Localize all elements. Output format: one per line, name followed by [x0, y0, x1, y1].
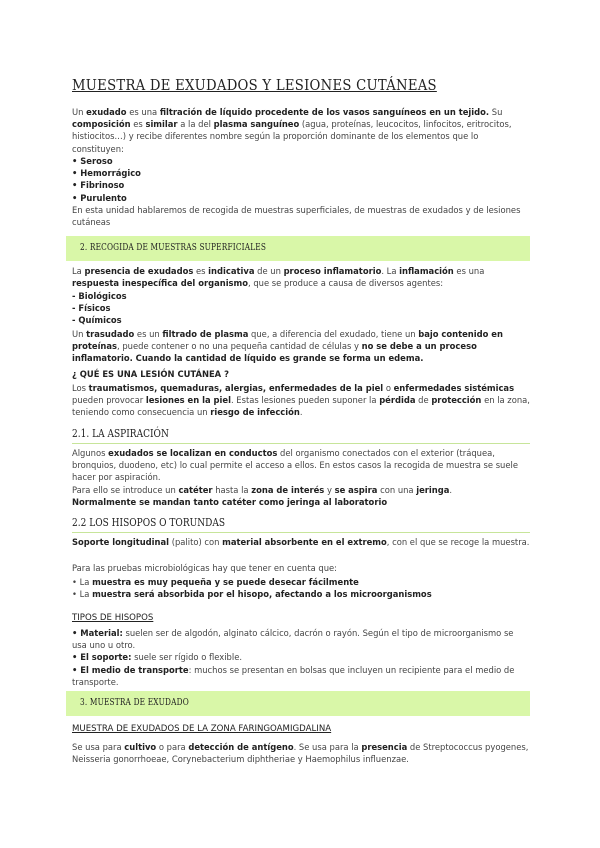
considerations-list — [72, 576, 530, 600]
catheter-paragraph: Para ello se introduce un catéter hasta la zona de interés y se aspira con una jeringa. — [72, 485, 453, 495]
intro-paragraph: Un exudado es una filtración de líquido procedente de los vasos sanguíneos en un tejido. Su composición es similar a la del plasma sanguíneo (agua, proteínas, leucocitos, linfocitos, eritrocitos, histiocitos…) y recibe diferentes nombre según la proporción dominante de los elementos que lo constituyen: — [72, 107, 512, 154]
swab-definition: Soporte longitudinal (palito) con material absorbente en el extremo, con el que se recoge la muestra. — [72, 537, 530, 547]
subsection-heading: 2.2 LOS HISOPOS O TORUNDAS — [72, 516, 226, 529]
list-item: • La muestra será absorbida por el hisopo, afectando a los microorganismos — [72, 589, 432, 600]
list-item: • Fibrinoso — [72, 180, 125, 191]
list-item: • El medio de transporte: muchos se presentan en bolsas que incluyen un recipiente para el medio de transporte. — [72, 664, 515, 687]
list-item: • Hemorrágico — [72, 168, 141, 179]
agents-list — [72, 290, 530, 327]
divider — [72, 443, 530, 444]
list-item: • Material: suelen ser de algodón, alginato cálcico, dacrón o rayón. Según el tipo de microorganismo se usa uno u otro. — [72, 628, 514, 651]
trasudado-paragraph: Un trasudado es un filtrado de plasma que, a diferencia del exudado, tiene un bajo contenido en proteínas, puede contener o no una pequeña cantidad de células y no se debe a un proceso inflamatorio. Cuando la cantidad de líquido es grande se forma un edema. — [72, 329, 503, 364]
swab-types-heading: TIPOS DE HISOPOS — [72, 613, 154, 623]
catheter-note: Normalmente se mandan tanto catéter como jeringa al laboratorio — [72, 497, 388, 507]
section-heading-band — [66, 236, 530, 261]
intro-closing-paragraph: En esta unidad hablaremos de recogida de muestras superficiales, de muestras de exudados y de lesiones cutáneas — [72, 205, 521, 228]
section-heading: 3. MUESTRA DE EXUDADO — [80, 698, 189, 708]
list-item: • La muestra es muy pequeña y se puede desecar fácilmente — [72, 577, 359, 587]
list-item: • El soporte: suele ser rígido o flexible. — [72, 652, 243, 663]
document-title: MUESTRA DE EXUDADOS Y LESIONES CUTÁNEAS — [72, 76, 437, 94]
inflammation-paragraph: La presencia de exudados es indicativa de un proceso inflamatorio. La inflamación es una respuesta inespecífica del organismo, que se produce a causa de diversos agentes: — [72, 266, 485, 289]
microbiology-intro: Para las pruebas microbiológicas hay que tener en cuenta que: — [72, 563, 337, 573]
skin-lesion-paragraph: Los traumatismos, quemaduras, alergias, enfermedades de la piel o enfermedades sistémicas pueden provocar lesiones en la piel. Estas lesiones pueden suponer la pérdida de protección en la zona, teniendo como consecuencia un riesgo de infección. — [72, 383, 530, 418]
section-heading-band — [66, 691, 530, 716]
question-heading: ¿ QUÉ ES UNA LESIÓN CUTÁNEA ? — [72, 369, 229, 379]
subsection-heading: 2.1. LA ASPIRACIÓN — [72, 427, 169, 440]
exudate-types-list — [72, 155, 530, 204]
list-item: - Físicos — [72, 303, 111, 314]
list-item: - Químicos — [72, 315, 122, 326]
aspiration-paragraph: Algunos exudados se localizan en conductos del organismo conectados con el exterior (tráquea, bronquios, duodeno, etc) lo cual permite el acceso a ellos. En estos casos la recogida de muestra se suele hacer por aspiración. — [72, 448, 518, 483]
swab-types-list — [72, 627, 530, 688]
list-item: - Biológicos — [72, 291, 127, 301]
divider — [72, 532, 530, 533]
list-item: • Purulento — [72, 192, 127, 203]
list-item: • Seroso — [72, 156, 113, 166]
section-heading: 2. RECOGIDA DE MUESTRAS SUPERFICIALES — [80, 243, 267, 253]
pharyngeal-heading: MUESTRA DE EXUDADOS DE LA ZONA FARINGOAMIGDALINA — [72, 724, 332, 734]
pharyngeal-paragraph: Se usa para cultivo o para detección de antígeno. Se usa para la presencia de Streptococcus pyogenes, Neisseria gonorrhoeae, Corynebacterium diphtheriae y Haemophilus influenzae. — [72, 742, 529, 765]
